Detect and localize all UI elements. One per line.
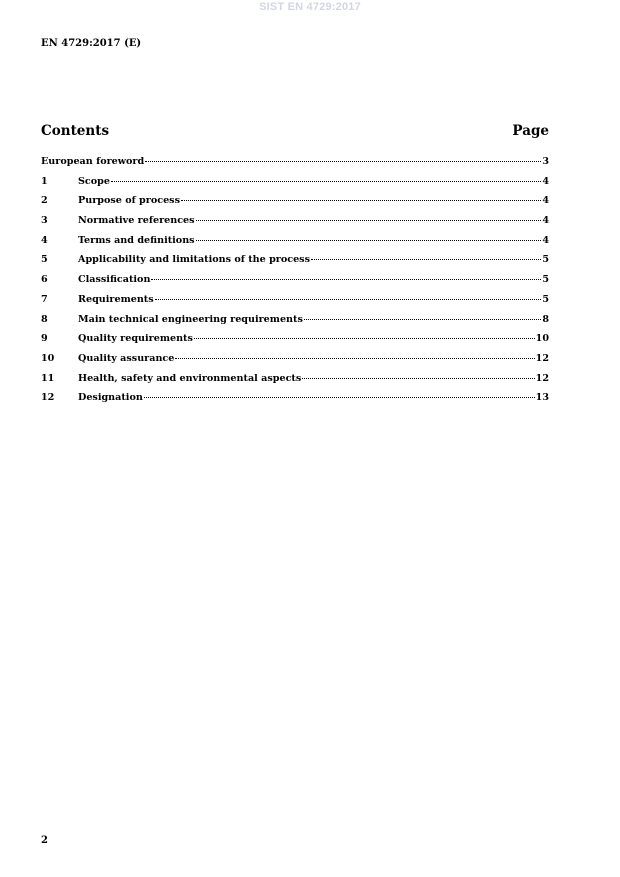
toc-entry[interactable] — [41, 156, 549, 176]
toc-entry[interactable] — [41, 353, 549, 373]
toc-entry-title: Classification — [78, 274, 151, 286]
dot-leader — [311, 259, 541, 260]
toc-entry[interactable] — [41, 215, 549, 235]
dot-leader — [196, 220, 542, 221]
toc-entry-page: 5 — [542, 293, 549, 305]
toc-entry-page: 8 — [542, 313, 549, 325]
toc-entry[interactable] — [41, 333, 549, 353]
toc-entry[interactable] — [41, 235, 549, 255]
toc-header — [41, 123, 549, 139]
dot-leader — [145, 161, 541, 162]
toc-entry-page: 4 — [542, 234, 549, 246]
toc-entry[interactable] — [41, 195, 549, 215]
page-number: 2 — [41, 835, 48, 846]
toc-entry-title: Normative references — [78, 215, 195, 227]
toc-entry-number: 11 — [41, 372, 55, 384]
toc-entry-page: 10 — [535, 333, 549, 345]
toc-entry-number: 7 — [41, 293, 48, 305]
watermark: SIST EN 4729:2017 — [259, 1, 361, 13]
toc-entry-page: 4 — [542, 175, 549, 187]
table-of-contents — [41, 156, 549, 412]
toc-page-heading: Page — [512, 123, 549, 139]
dot-leader — [304, 319, 541, 320]
toc-entry-title: Applicability and limitations of the process — [78, 254, 310, 266]
toc-entry[interactable] — [41, 254, 549, 274]
toc-entry-number: 10 — [41, 352, 55, 364]
toc-entry[interactable] — [41, 176, 549, 196]
toc-entry-title: Scope — [78, 175, 110, 187]
toc-entry[interactable] — [41, 274, 549, 294]
toc-entry-page: 12 — [535, 352, 549, 364]
toc-entry-title: Quality assurance — [78, 352, 175, 364]
toc-entry-number: 6 — [41, 274, 48, 286]
dot-leader — [111, 181, 541, 182]
toc-entry-title: Quality requirements — [78, 333, 193, 345]
toc-entry-title: Requirements — [78, 293, 154, 305]
toc-entry-page: 12 — [535, 372, 549, 384]
dot-leader — [155, 299, 542, 300]
dot-leader — [151, 279, 541, 280]
dot-leader — [302, 378, 534, 379]
toc-entry-number: 12 — [41, 392, 55, 404]
toc-entry[interactable] — [41, 314, 549, 334]
toc-entry-number: 5 — [41, 254, 48, 266]
toc-entry-page: 13 — [535, 392, 549, 404]
toc-entry-page: 4 — [542, 215, 549, 227]
toc-entry-title: Health, safety and environmental aspects — [78, 372, 302, 384]
toc-entry-title: Designation — [78, 392, 143, 404]
toc-entry-title: European foreword — [41, 156, 145, 167]
dot-leader — [194, 338, 535, 339]
document-id: EN 4729:2017 (E) — [41, 38, 142, 49]
toc-entry[interactable] — [41, 392, 549, 412]
toc-entry-number: 4 — [41, 234, 48, 246]
toc-entry-number: 2 — [41, 195, 48, 207]
toc-entry[interactable] — [41, 373, 549, 393]
toc-entry-page: 5 — [542, 274, 549, 286]
toc-entry-title: Purpose of process — [78, 195, 180, 207]
toc-entry-page: 4 — [542, 195, 549, 207]
toc-entry-number: 9 — [41, 333, 48, 345]
dot-leader — [181, 200, 541, 201]
toc-entry-number: 3 — [41, 215, 48, 227]
toc-entry-page: 3 — [542, 156, 549, 167]
toc-entry[interactable] — [41, 294, 549, 314]
toc-entry-number: 8 — [41, 313, 48, 325]
dot-leader — [175, 358, 534, 359]
toc-entry-page: 5 — [542, 254, 549, 266]
dot-leader — [196, 240, 542, 241]
toc-heading: Contents — [41, 123, 110, 139]
toc-entry-title: Terms and definitions — [78, 234, 195, 246]
dot-leader — [144, 397, 535, 398]
toc-entry-title: Main technical engineering requirements — [78, 313, 303, 325]
toc-entry-number: 1 — [41, 175, 48, 187]
